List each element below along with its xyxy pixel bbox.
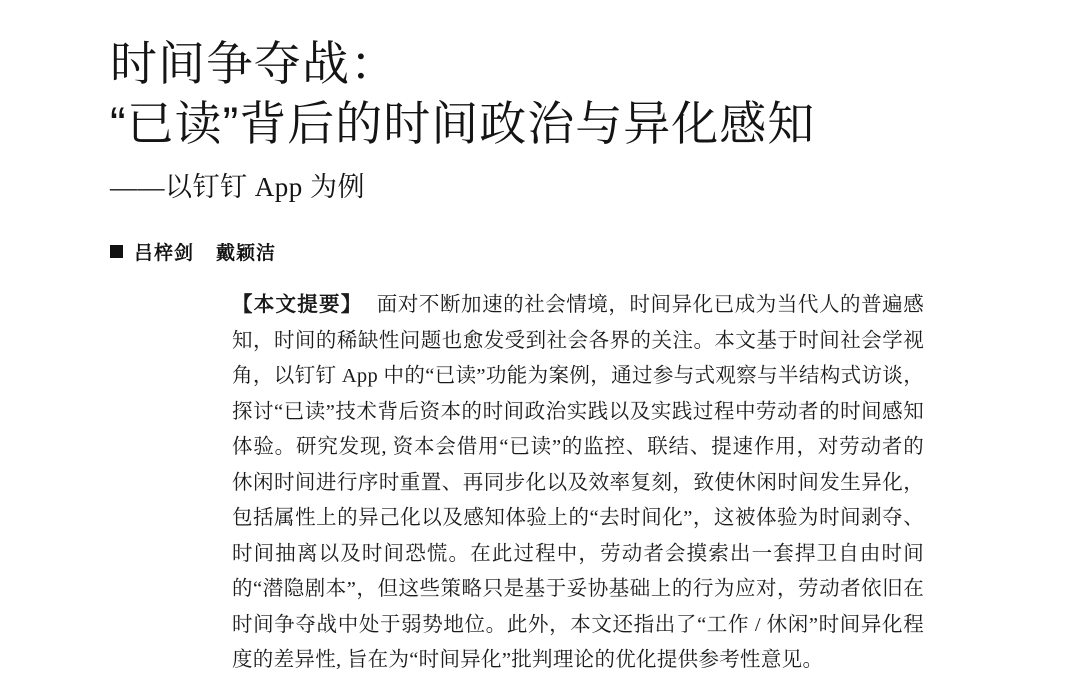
abstract-block bbox=[232, 288, 924, 679]
page-title-line-2: “已读”背后的时间政治与异化感知 bbox=[110, 97, 816, 151]
byline bbox=[110, 238, 298, 265]
page-title-line-1: 时间争夺战： bbox=[110, 37, 398, 90]
page-subtitle: ——以钉钉 App 为例 bbox=[110, 172, 365, 203]
title-block bbox=[110, 34, 990, 205]
abstract-label: 【本文提要】 bbox=[232, 294, 363, 316]
author-name-2: 戴颖洁 bbox=[216, 243, 277, 264]
author-name-1: 吕梓剑 bbox=[134, 243, 195, 264]
square-bullet-icon bbox=[110, 245, 123, 258]
abstract-text: 面对不断加速的社会情境，时间异化已成为当代人的普遍感知，时间的稀缺性问题也愈发受到社会各界的关注。本文基于时间社会学视角，以钉钉 App 中的“已读”功能为案例，通过参与式观察与半结构式访谈，探讨“已读”技术背后资本的时间政治实践以及实践过程中劳动者的时间感知体验。研究发现, 资本会借用“已读”的监控、联结、提速作用，对劳动者的休闲时间进行序时重置、再同步化以及效率复刻，致使休闲时间发生异化，包括属性上的异己化以及感知体验上的“去时间化”，这被体验为时间剥夺、时间抽离以及时间恐慌。在此过程中，劳动者会摸索出一套捍卫自由时间的“潜隐剧本”，但这些策略只是基于妥协基础上的行为应对，劳动者依旧在时间争夺战中处于弱势地位。此外，本文还指出了“工作 / 休闲”时间异化程度的差异性, 旨在为“时间异化”批判理论的优化提供参考性意见。 bbox=[232, 294, 924, 671]
